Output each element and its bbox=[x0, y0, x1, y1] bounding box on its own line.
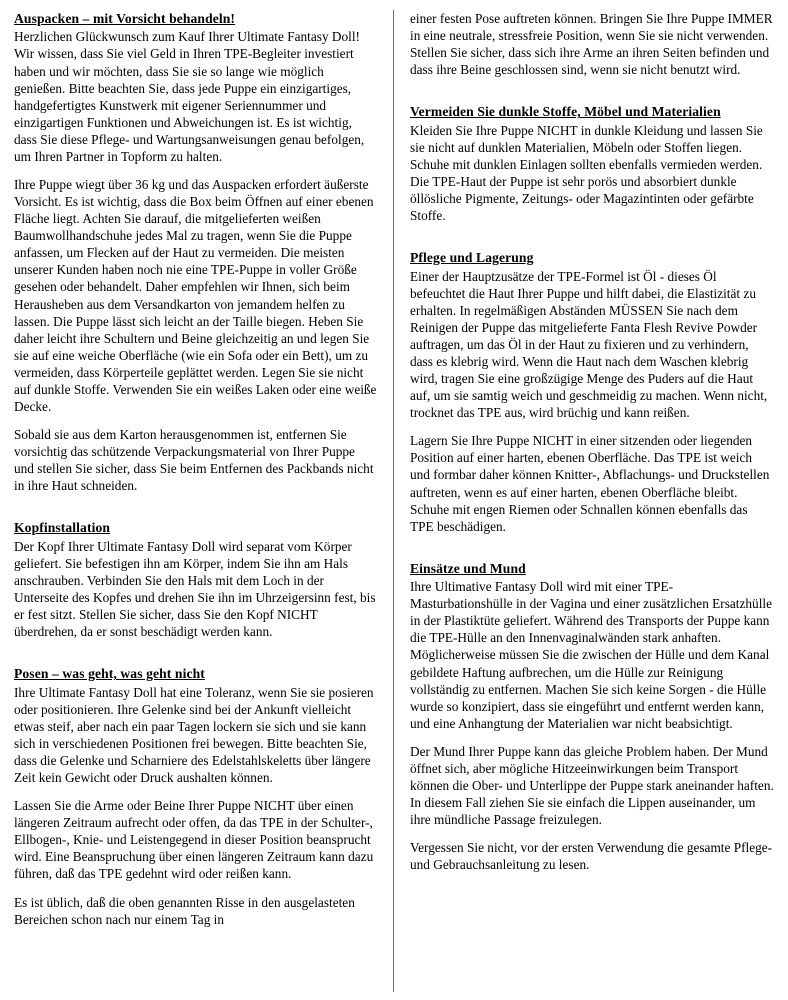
section-spacer bbox=[410, 546, 774, 560]
section-spacer bbox=[14, 505, 377, 519]
paragraph: einer festen Pose auftreten können. Bringen Sie Ihre Puppe IMMER in eine neutrale, stressfreie Position, wenn Sie sie nicht verwenden. Stellen Sie sicher, dass sich ihre Arme an ihren Seiten befinden und dass ihre Beine geschlossen sind, wenn sie nicht benutzt wird. bbox=[410, 11, 773, 78]
section-kopfinstallation bbox=[14, 519, 377, 640]
paragraph: Sobald sie aus dem Karton herausgenommen ist, entfernen Sie vorsichtig das schützende Verpackungsmaterial von Ihrer Puppe und stellen Sie sicher, dass Sie beim Entfernen des Packbands nicht in ihre Haut schneiden. bbox=[14, 427, 374, 494]
section-pflege-lagerung bbox=[410, 249, 774, 535]
section-spacer bbox=[14, 651, 377, 665]
paragraph: Ihre Ultimative Fantasy Doll wird mit einer TPE-Masturbationshülle in der Vagina und einer zusätzlichen Ersatzhülle in der Plastiktüte geliefert. Während des Transports der Puppe kann die TPE-Hülle an den Innenvaginalwänden stark anhaften. Möglicherweise müssen Sie die zwischen der Hülle und dem Kanal gebildete Haftung aufbrechen, um die Hülle zur Reinigung vollständig zu entfernen. Machen Sie sich keine Sorgen - die Hülle wurde so konzipiert, dass sie eingeführt und entfernt werden kann, und eine Anhangtung der Materialien war nicht beabsichtigt. bbox=[410, 579, 772, 731]
left-column bbox=[14, 10, 394, 992]
paragraph: Herzlichen Glückwunsch zum Kauf Ihrer Ultimate Fantasy Doll! Wir wissen, dass Sie viel Geld in Ihren TPE-Begleiter investiert haben und wir möchten, dass Sie sie so lange wie möglich genießen. Bitte beachten Sie, dass jede Puppe ein einzigartiges, handgefertigtes Kunstwerk mit eigener Seriennummer und einzigartigen Funktionen und Abweichungen ist. Es ist wichtig, dass Sie diese Pflege- und Wartungsanweisungen genau befolgen, um Ihren Partner in Topform zu halten. bbox=[14, 29, 365, 164]
paragraph: Lagern Sie Ihre Puppe NICHT in einer sitzenden oder liegenden Position auf einer harten, ebenen Oberfläche. Das TPE ist weich und formbar daher können Knitter-, Abflachungs- und Druckstellen auftreten, wenn es auf einer harten, ebenen Oberfläche bleibt. Schuhe mit engen Riemen oder Schnallen können ebenfalls das TPE beschädigen. bbox=[410, 433, 770, 534]
paragraph: Der Kopf Ihrer Ultimate Fantasy Doll wird separat vom Körper geliefert. Sie befestigen ihn am Körper, indem Sie ihn am Hals anschrauben. Verbinden Sie den Hals mit dem Loch in der Unterseite des Kopfes und drehen Sie ihn im Uhrzeigersinn fest, bis er fest sitzt. Stellen Sie sicher, dass Sie den Kopf NICHT überdrehen, da er sonst beschädigt werden kann. bbox=[14, 538, 376, 640]
section-heading-kopfinstallation: Kopfinstallation bbox=[14, 520, 111, 536]
paragraph: Kleiden Sie Ihre Puppe NICHT in dunkle Kleidung und lassen Sie sie nicht auf dunklen Materialien, Möbeln oder Stoffen liegen. Schuhe mit dunklen Einlagen sollten ebenfalls vermieden werden. Die TPE-Haut der Puppe ist sehr porös und absorbiert dunkle öllösliche Pigmente, Zeitungs- oder Magazintinten oder gefärbte Stoffe. bbox=[410, 122, 763, 224]
paragraph: Der Mund Ihrer Puppe kann das gleiche Problem haben. Der Mund öffnet sich, aber mögliche Hitzeeinwirkungen beim Transport können die Ober- und Unterlippe der Puppe stark aneinander haften. In diesem Fall ziehen Sie sie einfach die Lippen auseinander, um ihre mündliche Passage freizulegen. bbox=[410, 743, 774, 828]
section-heading-auspacken: Auspacken – mit Vorsicht behandeln! bbox=[14, 11, 236, 26]
paragraph: Ihre Puppe wiegt über 36 kg und das Auspacken erfordert äußerste Vorsicht. Es ist wichtig, dass die Box beim Öffnen auf einer ebenen Fläche liegt. Achten Sie darauf, die mitgelieferten weißen Baumwollhandschuhe jedes Mal zu tragen, wenn Sie die Puppe anfassen, um Flecken auf der Haut zu vermeiden. Die meisten unserer Kunden haben noch nie eine TPE-Puppe in voller Größe gesehen oder behandelt. Daher empfehlen wir Ihnen, sich beim Herausheben aus dem Versandkarton von jemandem helfen zu lassen. Die Puppe lässt sich leicht an der Taille biegen. Heben Sie daher leicht ihre Schultern und Beine gleichzeitig an und legen Sie sie auf eine weiche Oberfläche (wie ein Sofa oder ein Bett), um zu vermeiden, dass Körperteile geplättet werden. Legen Sie sie nicht auf dunkle Stoffe. Verwenden Sie ein weißes Laken oder eine weiße Decke. bbox=[14, 177, 377, 415]
section-posen-continued bbox=[410, 10, 774, 78]
paragraph: Ihre Ultimate Fantasy Doll hat eine Toleranz, wenn Sie sie posieren oder positionieren. Ihre Gelenke sind bei der Ankunft vielleicht etwas steif, aber nach ein paar Tagen lockern sie sich und sie kann sich in verschiedenen Positionen frei bewegen. Bitte beachten Sie, dass die Gelenke und Scharniere des Edelstahlskeletts über längere Zeit kein Gewicht oder Druck aushalten können. bbox=[14, 684, 374, 786]
section-heading-einsaetze-mund: Einsätze und Mund bbox=[410, 560, 526, 576]
section-spacer bbox=[410, 235, 774, 249]
right-column bbox=[394, 10, 774, 992]
paragraph: Lassen Sie die Arme oder Beine Ihrer Puppe NICHT über einen längeren Zeitraum aufrecht oder offen, da das TPE in der Schulter-, Ellbogen-, Knie- und Leistengegend in dieser Position beansprucht wird. Eine Beanspruchung über einen längeren Zeitraum kann dazu führen, daß das TPE gedehnt wird oder reißen kann. bbox=[14, 798, 374, 882]
section-einsaetze-mund bbox=[410, 560, 774, 874]
section-heading-dunkle-stoffe: Vermeiden Sie dunkle Stoffe, Möbel und Materialien bbox=[410, 104, 721, 120]
section-auspacken bbox=[14, 10, 377, 494]
section-heading-posen: Posen – was geht, was geht nicht bbox=[14, 666, 205, 682]
paragraph: Vergessen Sie nicht, vor der ersten Verwendung die gesamte Pflege- und Gebrauchsanleitung zu lesen. bbox=[410, 840, 773, 873]
section-spacer bbox=[410, 89, 774, 103]
paragraph: Einer der Hauptzusätze der TPE-Formel ist Öl - dieses Öl befeuchtet die Haut Ihrer Puppe und hilft dabei, die Elastizität zu erhalten. In regelmäßigen Abständen MÜSSEN Sie nach dem Reinigen der Puppe das mitgelieferte Fanta Flesh Revive Powder auftragen, um das Öl in der Haut zu fixieren und zu verhindern, dass es klebrig wird. Wenn die Haut nach dem Waschen klebrig wird, tragen Sie eine großzügige Menge des Puders auf die Haut auf, um sie samtig weich und geschmeidig zu machen. Wenn nicht, trocknet das TPE aus, wird brüchig und kann reißen. bbox=[410, 268, 768, 421]
section-posen bbox=[14, 665, 377, 927]
section-dunkle-stoffe bbox=[410, 103, 774, 224]
section-heading-pflege-lagerung: Pflege und Lagerung bbox=[410, 250, 534, 266]
paragraph: Es ist üblich, daß die oben genannten Risse in den ausgelasteten Bereichen schon nach nur einem Tag in bbox=[14, 894, 355, 927]
